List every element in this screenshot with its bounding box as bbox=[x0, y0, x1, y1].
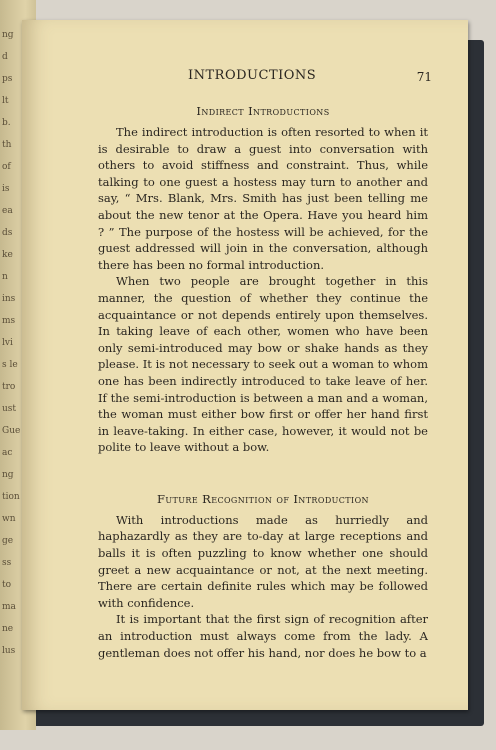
section-title-indirect: Indirect Introductions bbox=[196, 104, 330, 118]
page-number: 71 bbox=[416, 70, 432, 84]
section-title-future-recognition: Future Recognition of Introduction bbox=[157, 491, 369, 506]
facing-page-fragment: ng bbox=[2, 470, 14, 480]
facing-page-fragment: th bbox=[2, 140, 12, 150]
facing-page-fragment: tro bbox=[2, 382, 16, 392]
facing-page-fragment: ds bbox=[2, 228, 13, 238]
facing-page-fragment: to bbox=[2, 580, 12, 590]
book-page bbox=[22, 20, 468, 710]
facing-page-fragment: wn bbox=[2, 514, 16, 524]
running-title: INTRODUCTIONS bbox=[188, 68, 317, 83]
facing-page-fragment: lvi bbox=[2, 338, 13, 348]
facing-page-fragment: ins bbox=[2, 294, 16, 304]
paragraph: When two people are brought together in this manner, the question of whether they continue the acquaintance or not depends entirely upon themselves. In taking leave of each other, women who have been only semi-introduced may bow or shake hands as they please. It is not necessary to seek out a woman to whom one has been indirectly introduced to take leave of her. If the semi-introduction is between a man and a woman, the woman must either bow first or offer her hand first in leave-taking. In either case, however, it would not be polite to leave without a bow. bbox=[98, 274, 428, 455]
facing-page-fragment: ng bbox=[2, 30, 14, 40]
facing-page-fragment: ke bbox=[2, 250, 13, 260]
facing-page-fragment: ps bbox=[2, 74, 13, 84]
facing-page-fragment: is bbox=[2, 184, 10, 194]
running-head bbox=[98, 68, 432, 90]
facing-page-fragment: lt bbox=[2, 96, 9, 106]
facing-page-fragment: d bbox=[2, 52, 8, 62]
paragraph: The indirect introduction is often resorted to when it is desirable to draw a guest into conversation with others to avoid stiffness and constraint. Thus, while talking to one guest a hostess may turn to another and say, “ Mrs. Blank, Mrs. Smith has just been telling me about the new tenor at the Opera. Have you heard him ? ” The purpose of the hostess will be achieved, for the guest addressed will join in the conversation, although there has been no formal introduction. bbox=[98, 125, 428, 272]
paragraph: It is important that the first sign of recognition after an introduction must always come from the lady. A gentleman does not offer his hand, nor does he bow to a bbox=[98, 612, 428, 660]
facing-page-fragment: n bbox=[2, 272, 8, 282]
facing-page-fragment: ma bbox=[2, 602, 16, 612]
facing-page-fragment: ge bbox=[2, 536, 14, 546]
facing-page-fragment: ea bbox=[2, 206, 13, 216]
facing-page-fragment: b. bbox=[2, 118, 11, 128]
facing-page-fragment: Gue bbox=[2, 426, 21, 436]
facing-page-fragment: ms bbox=[2, 316, 16, 326]
paragraph: With introductions made as hurriedly and haphazardly as they are to-day at large receptions and balls it is often puzzling to know whether one should greet a new acquaintance or not, at the next meeting. There are certain definite rules which may be followed with confidence. bbox=[98, 512, 428, 610]
facing-page-fragment: tion bbox=[2, 492, 20, 502]
facing-page-fragment: s le bbox=[2, 360, 18, 370]
facing-page-fragment: lus bbox=[2, 646, 16, 656]
facing-page-fragment: of bbox=[2, 162, 11, 172]
facing-page-fragment: ne bbox=[2, 624, 14, 634]
facing-page-fragment: ac bbox=[2, 448, 13, 458]
facing-page-fragment: ss bbox=[2, 558, 12, 568]
page-text-block bbox=[98, 68, 432, 661]
facing-page-fragment: ust bbox=[2, 404, 17, 414]
